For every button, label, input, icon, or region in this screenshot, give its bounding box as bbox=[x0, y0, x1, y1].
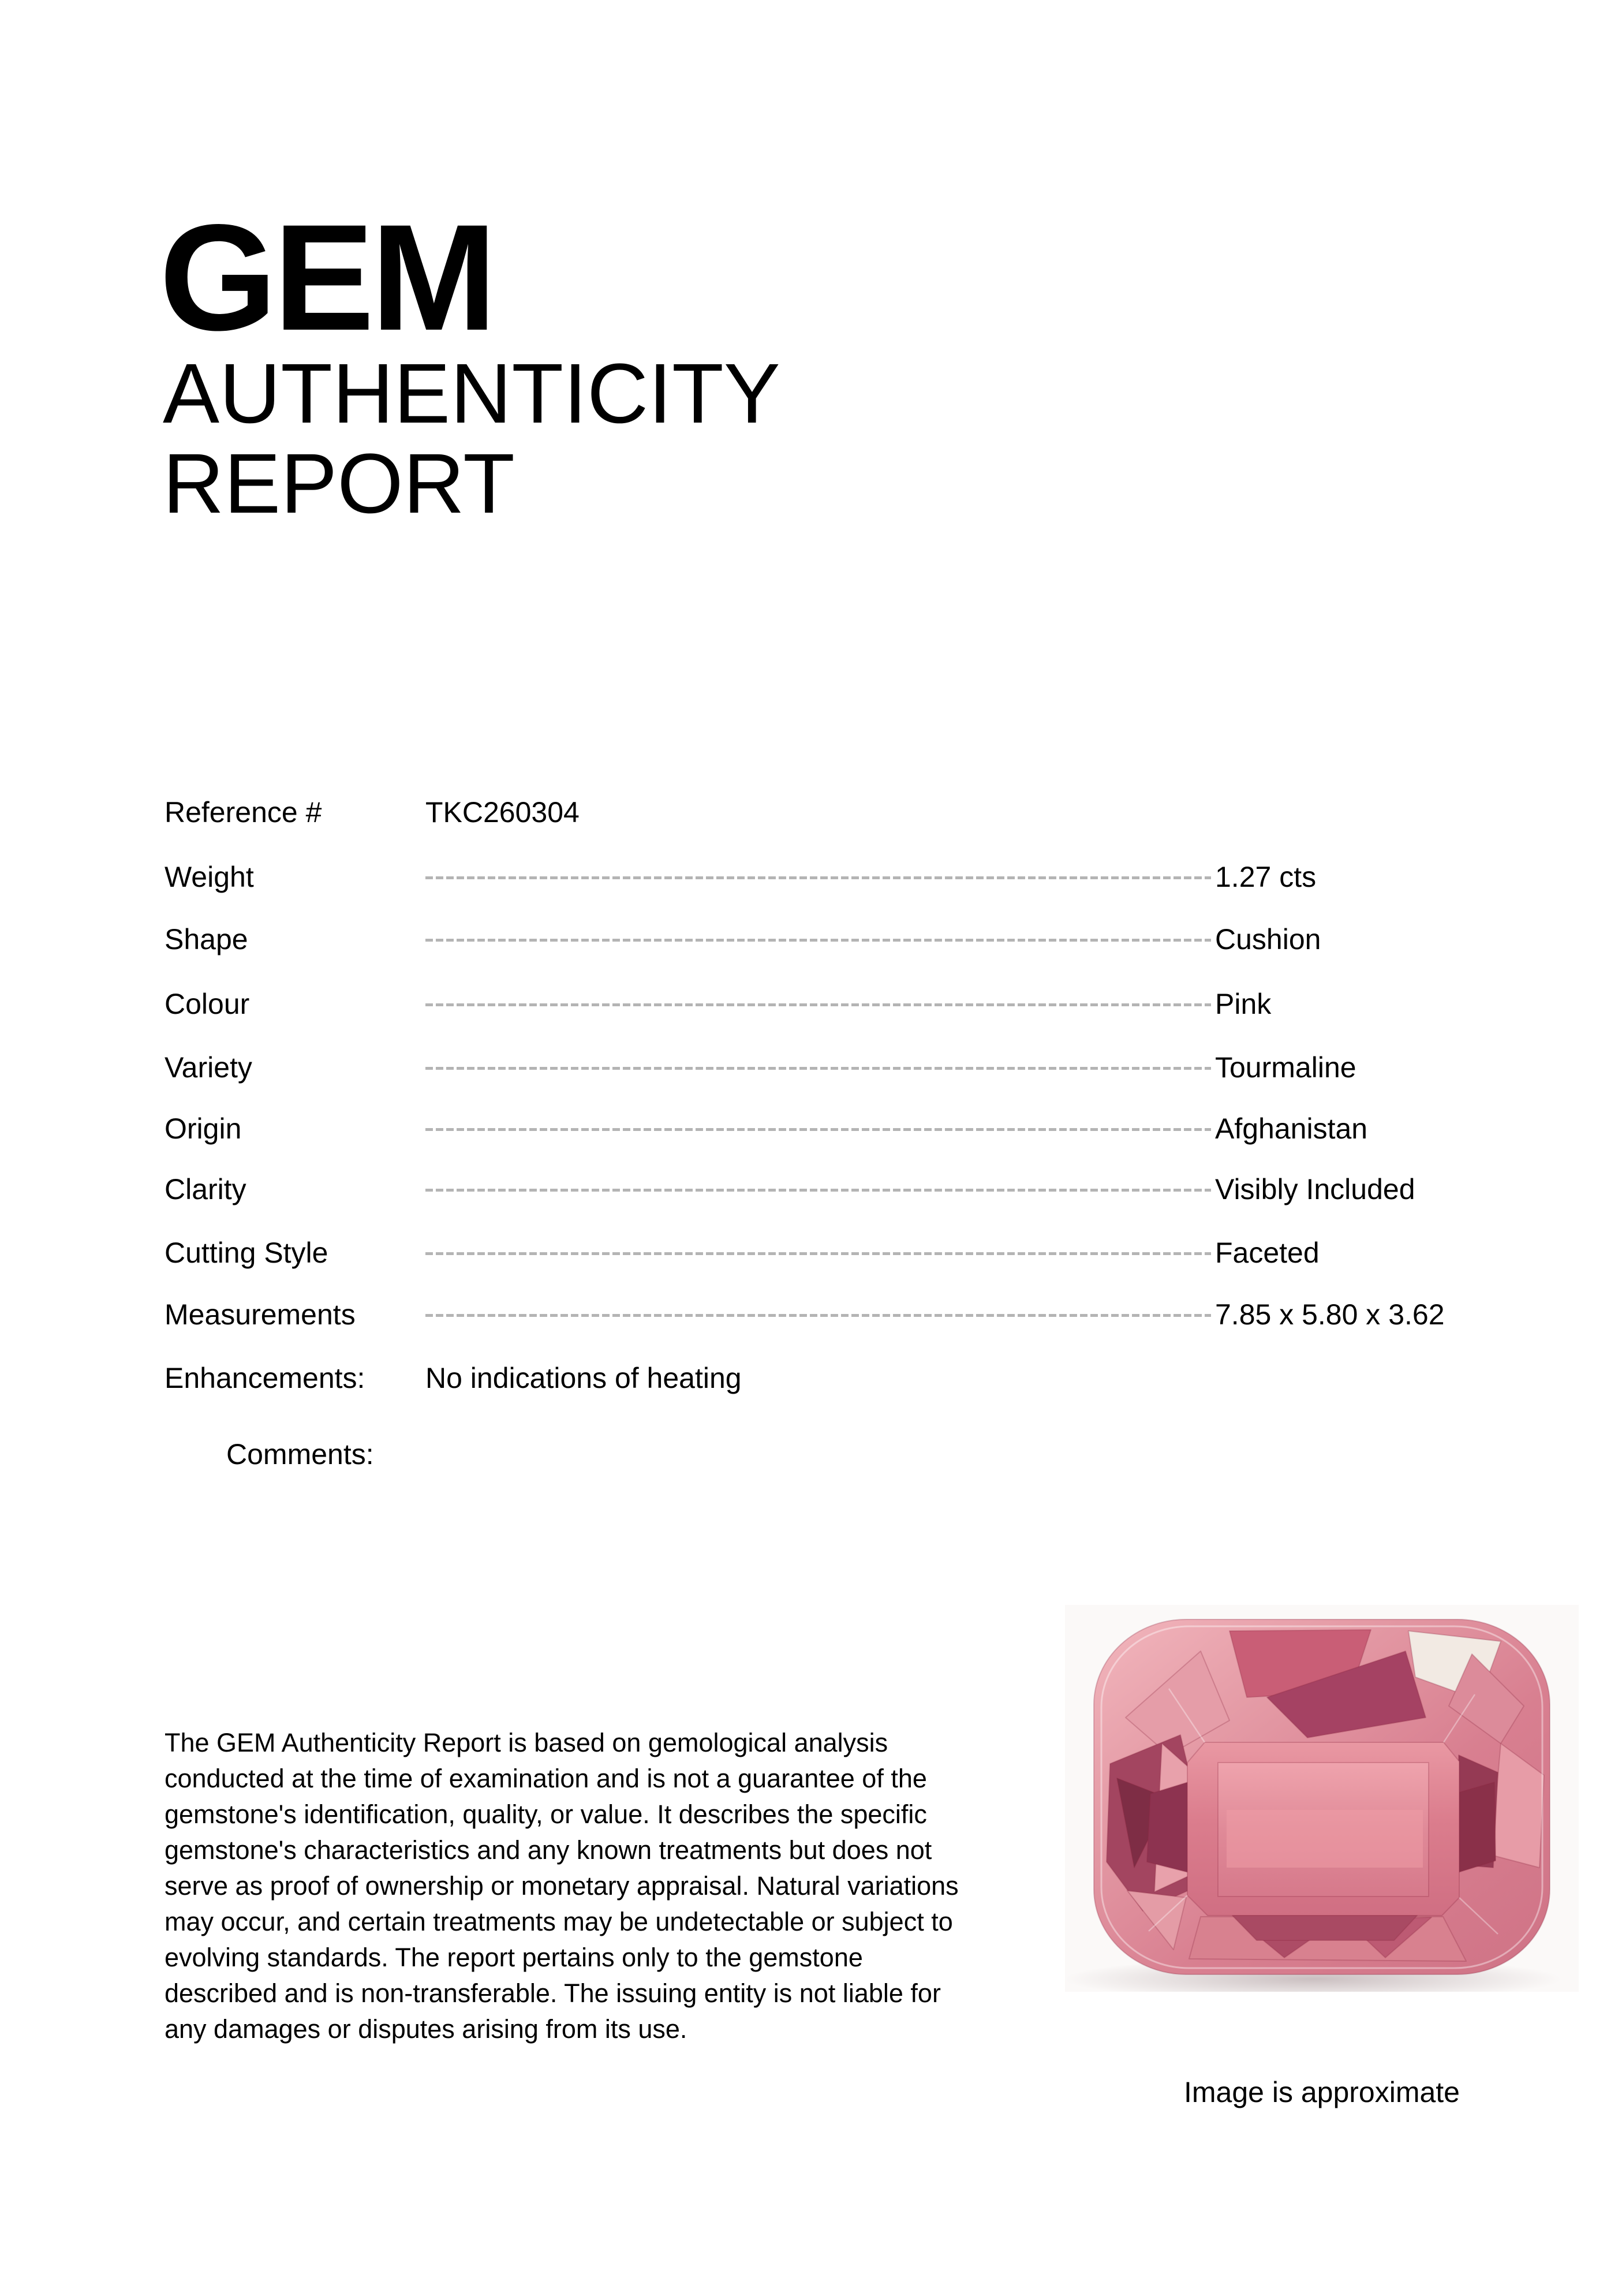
page-title: GEM bbox=[159, 193, 494, 362]
field-label: Origin bbox=[165, 1112, 242, 1145]
dotted-leader bbox=[425, 1189, 1211, 1192]
field-value: Faceted bbox=[1215, 1237, 1320, 1269]
field-value: Afghanistan bbox=[1215, 1112, 1368, 1145]
gemstone-photo bbox=[1065, 1605, 1579, 1992]
field-row-comments bbox=[165, 1438, 1457, 1473]
field-value: No indications of heating bbox=[425, 1362, 742, 1394]
field-row-origin bbox=[165, 1112, 1457, 1148]
field-label: Cutting Style bbox=[165, 1237, 328, 1269]
field-value: 1.27 cts bbox=[1215, 861, 1317, 893]
subtitle-line-report: REPORT bbox=[163, 436, 515, 531]
field-row-reference bbox=[165, 796, 1457, 831]
field-row-colour bbox=[165, 987, 1457, 1023]
dotted-leader bbox=[425, 1003, 1211, 1006]
dotted-leader bbox=[425, 1252, 1211, 1255]
field-row-shape bbox=[165, 923, 1457, 958]
field-value: Cushion bbox=[1215, 923, 1321, 955]
field-row-variety bbox=[165, 1051, 1457, 1087]
subtitle-line-authenticity: AUTHENTICITY bbox=[163, 346, 780, 441]
field-label: Colour bbox=[165, 988, 250, 1020]
dotted-leader bbox=[425, 1067, 1211, 1070]
report-fields bbox=[165, 796, 1457, 1517]
dotted-leader bbox=[425, 876, 1211, 879]
field-label: Variety bbox=[165, 1051, 252, 1084]
field-label: Comments: bbox=[226, 1438, 374, 1470]
field-value: 7.85 x 5.80 x 3.62 bbox=[1215, 1298, 1445, 1331]
dotted-leader bbox=[425, 1314, 1211, 1317]
field-value: Tourmaline bbox=[1215, 1051, 1356, 1084]
field-label: Reference # bbox=[165, 796, 322, 828]
field-row-clarity bbox=[165, 1173, 1457, 1208]
field-value: TKC260304 bbox=[425, 796, 580, 828]
field-value: Pink bbox=[1215, 988, 1272, 1020]
page-subtitle bbox=[163, 346, 780, 531]
field-label: Shape bbox=[165, 923, 248, 955]
field-row-enhancements bbox=[165, 1361, 1457, 1397]
field-row-cutting-style bbox=[165, 1236, 1457, 1272]
image-caption: Image is approximate bbox=[1183, 2076, 1460, 2108]
dotted-leader bbox=[425, 1128, 1211, 1131]
field-label: Weight bbox=[165, 861, 254, 893]
field-label: Clarity bbox=[165, 1173, 246, 1205]
dotted-leader bbox=[425, 939, 1211, 942]
field-label: Enhancements: bbox=[165, 1362, 365, 1394]
gemstone-illustration bbox=[1065, 1605, 1579, 1992]
disclaimer-text: The GEM Authenticity Report is based on gemological analysis conducted at the time of examination and is not a guarantee of the gemstone's identification, quality, or value. It describes the specific gemstone's characteristics and any known treatments but does not serve as proof of ownership or monetary appraisal. Natural variations may occur, and certain treatments may be undetectable or subject to evolving standards. The report pertains only to the gemstone described and is non-transferable. The issuing entity is not liable for any damages or disputes arising from its use. bbox=[165, 1728, 959, 2044]
field-row-measurements bbox=[165, 1298, 1457, 1334]
field-row-weight bbox=[165, 860, 1457, 896]
field-label: Measurements bbox=[165, 1298, 356, 1331]
field-value: Visibly Included bbox=[1215, 1173, 1415, 1205]
